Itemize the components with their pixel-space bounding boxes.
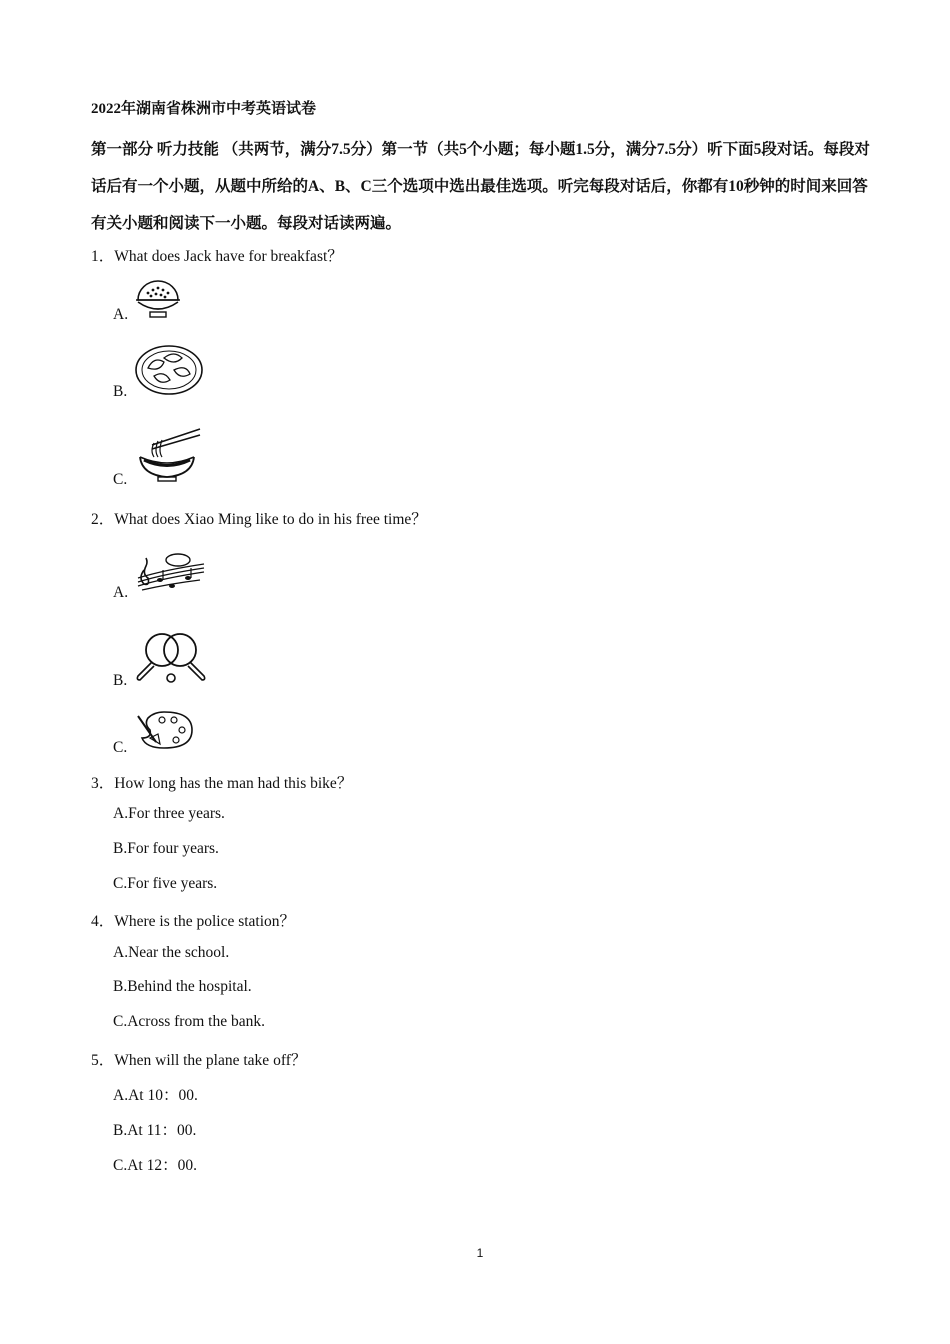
ping-pong-icon bbox=[134, 630, 210, 686]
section-intro: 第一部分 听力技能 （共两节，满分7.5分）第一节（共5个小题；每小题1.5分，满分7.5分）听下面5段对话。每段对话后有一个小题，从题中所给的A、B、C三个选项中选出最佳选项。听完每段对话后，你都有10秒钟的时间来回答有关小题和阅读下一小题。每段对话读两遍。 bbox=[91, 141, 870, 232]
dumplings-plate-icon bbox=[134, 344, 204, 396]
option-3b: B.For four years. bbox=[113, 840, 219, 857]
page-number: 1 bbox=[476, 1246, 484, 1260]
option-4c: C.Across from the bank. bbox=[113, 1013, 265, 1030]
option-1b-label: B. bbox=[113, 383, 128, 400]
music-notes-icon bbox=[134, 548, 208, 600]
option-5c: C.At 12：00. bbox=[113, 1157, 197, 1174]
option-2b-label: B. bbox=[113, 672, 128, 689]
option-4a: A.Near the school. bbox=[113, 944, 230, 961]
option-5a: A.At 10：00. bbox=[113, 1087, 198, 1104]
option-1c-label: C. bbox=[113, 471, 128, 488]
paint-palette-icon bbox=[134, 708, 196, 754]
question-4: 4．Where is the police station？ bbox=[91, 913, 296, 930]
question-3: 3．How long has the man had this bike？ bbox=[91, 775, 353, 792]
option-2a-label: A. bbox=[113, 584, 129, 601]
rice-bowl-icon bbox=[134, 278, 182, 322]
option-3c: C.For five years. bbox=[113, 875, 218, 892]
question-1: 1．What does Jack have for breakfast？ bbox=[91, 248, 343, 265]
option-2c-label: C. bbox=[113, 739, 128, 756]
noodles-bowl-icon bbox=[132, 425, 202, 485]
question-5: 5．When will the plane take off？ bbox=[91, 1052, 307, 1069]
option-1a-label: A. bbox=[113, 306, 129, 323]
option-4b: B.Behind the hospital. bbox=[113, 978, 252, 995]
option-5b: B.At 11：00. bbox=[113, 1122, 197, 1139]
page-title: 2022年湖南省株洲市中考英语试卷 bbox=[91, 101, 317, 117]
question-2: 2．What does Xiao Ming like to do in his free time？ bbox=[91, 511, 427, 528]
option-3a: A.For three years. bbox=[113, 805, 225, 822]
